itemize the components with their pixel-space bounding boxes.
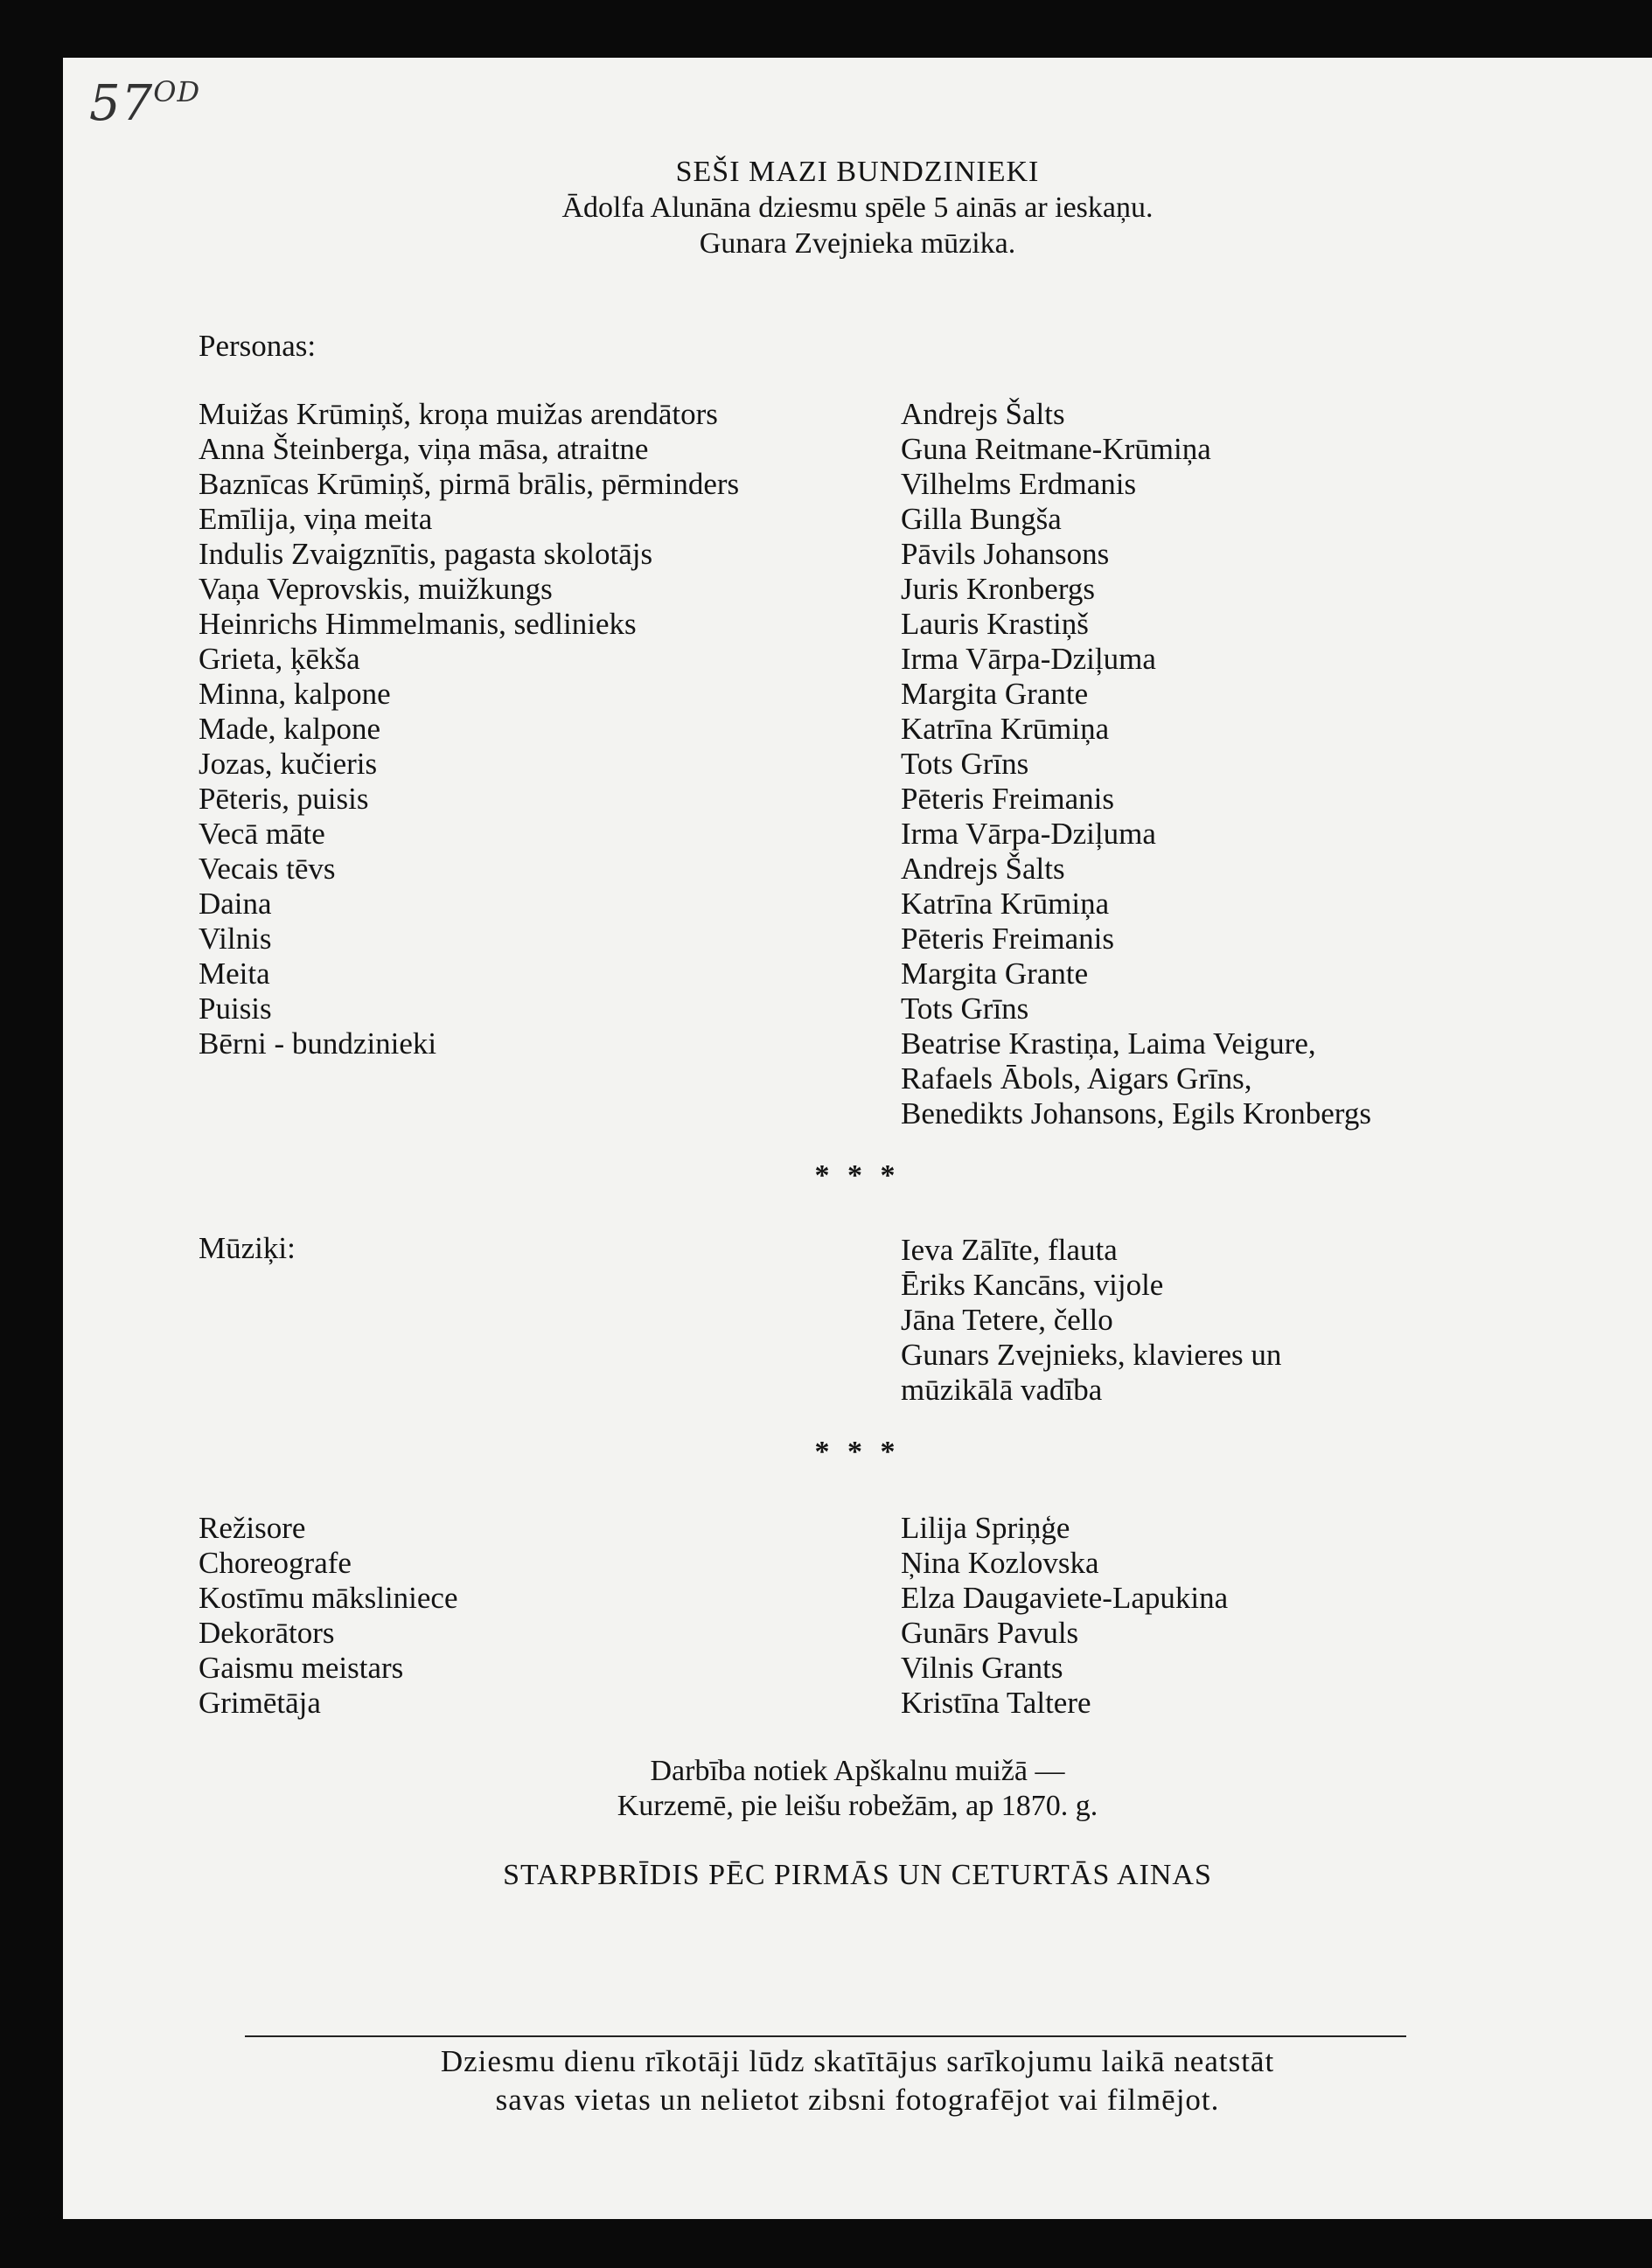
cast-row [63,607,1652,642]
cast-row [63,991,1652,1026]
cast-role: Grieta, ķēkša [199,642,360,676]
cast-role: Emīlija, viņa meita [199,502,433,536]
cast-actor: Pēteris Freimanis [901,922,1114,956]
cast-row [63,887,1652,922]
cast-actor: Margita Grante [901,957,1089,991]
play-subtitle: Ādolfa Alunāna dziesmu spēle 5 ainās ar ieskaņu. [561,191,1154,224]
cast-role: Heinrichs Himmelmanis, sedlinieks [199,607,637,641]
footer-notice [63,2042,1652,2119]
crew-name: Vilnis Grants [901,1651,1063,1685]
musicians-label: Mūziķi: [199,1231,296,1265]
cast-row [63,782,1652,817]
program-page [63,58,1652,2219]
setting-line: Kurzemē, pie leišu robežām, ap 1870. g. [617,1790,1098,1822]
crew-row [63,1546,1652,1581]
cast-row [63,467,1652,502]
cast-row [63,852,1652,887]
cast-row [63,677,1652,712]
handwritten-page-mark [89,75,200,132]
musician-row [63,1233,1652,1268]
cast-actor: Guna Reitmane-Krūmiņa [901,432,1211,466]
crew-row [63,1581,1652,1616]
crew-name: Kristīna Taltere [901,1686,1091,1720]
cast-row [63,817,1652,852]
cast-role: Vecā māte [199,817,325,851]
intermission-note: STARPBRĪDIS PĒC PIRMĀS UN CETURTĀS AINAS [503,1859,1212,1891]
cast-role: Daina [199,887,272,921]
musician-name: Ēriks Kancāns, vijole [901,1268,1164,1302]
cast-row [63,572,1652,607]
cast-actor: Irma Vārpa-Dziļuma [901,642,1156,676]
cast-role: Made, kalpone [199,712,380,746]
cast-row [63,1026,1652,1061]
cast-row [63,1061,1652,1096]
crew-row [63,1511,1652,1546]
cast-row [63,502,1652,537]
cast-role: Bērni - bundzinieki [199,1026,437,1061]
cast-actor: Lauris Krastiņš [901,607,1089,641]
musician-name: Gunars Zvejnieks, klavieres un [901,1338,1282,1372]
music-credit: Gunara Zvejnieka mūzika. [699,227,1016,260]
cast-role: Indulis Zvaigznītis, pagasta skolotājs [199,537,653,571]
cast-role: Baznīcas Krūmiņš, pirmā brālis, pērminders [199,467,740,501]
cast-row [63,432,1652,467]
handwritten-sup: OD [153,75,201,108]
cast-actor: Benedikts Johansons, Egils Kronbergs [901,1096,1371,1131]
cast-role: Vecais tēvs [199,852,336,886]
crew-row [63,1686,1652,1721]
footer-line: savas vietas un nelietot zibsni fotografējot vai filmējot. [495,2083,1220,2117]
cast-actor: Katrīna Krūmiņa [901,712,1110,746]
cast-actor: Pēteris Freimanis [901,782,1114,816]
cast-actor: Andrejs Šalts [901,852,1065,886]
setting-note [63,1754,1652,1824]
program-header [63,154,1652,261]
cast-role: Jozas, kučieris [199,747,378,781]
cast-actor: Irma Vārpa-Dziļuma [901,817,1156,851]
musician-row [63,1338,1652,1373]
cast-row [63,747,1652,782]
footer-divider [245,2035,1406,2037]
crew-role: Gaismu meistars [199,1651,404,1685]
cast-actor: Juris Kronbergs [901,572,1095,606]
setting-line: Darbība notiek Apškalnu muižā — [650,1755,1065,1787]
crew-name: Lilija Spriņģe [901,1511,1070,1545]
crew-role: Režisore [199,1511,306,1545]
cast-role: Vilnis [199,922,272,956]
cast-row [63,712,1652,747]
cast-role: Vaņa Veprovskis, muižkungs [199,572,553,606]
crew-role: Choreografe [199,1546,352,1580]
cast-actor: Pāvils Johansons [901,537,1110,571]
crew-name: Ņina Kozlovska [901,1546,1099,1580]
crew-name: Elza Daugaviete-Lapukina [901,1581,1229,1615]
musician-row [63,1268,1652,1303]
cast-row [63,537,1652,572]
footer-line: Dziesmu dienu rīkotāji lūdz skatītājus sarīkojumu laikā neatstāt [440,2044,1275,2078]
cast-actor: Vilhelms Erdmanis [901,467,1137,501]
crew-role: Grimētāja [199,1686,321,1720]
musician-name: Ieva Zālīte, flauta [901,1233,1118,1267]
section-separator: * * * [814,1436,901,1468]
musician-name: Jāna Tetere, čello [901,1303,1113,1337]
cast-actor: Katrīna Krūmiņa [901,887,1110,921]
cast-actor: Gilla Bungša [901,502,1062,536]
musician-name: mūzikālā vadība [901,1373,1103,1407]
cast-role: Minna, kalpone [199,677,391,711]
cast-row [63,1096,1652,1131]
cast-label: Personas: [199,329,317,363]
cast-role: Muižas Krūmiņš, kroņa muižas arendātors [199,397,718,431]
cast-role: Pēteris, puisis [199,782,369,816]
cast-actor: Rafaels Ābols, Aigars Grīns, [901,1061,1252,1096]
cast-actor: Andrejs Šalts [901,397,1065,431]
musician-row [63,1303,1652,1338]
crew-row [63,1651,1652,1686]
handwritten-number: 57 [89,75,154,132]
cast-row [63,922,1652,957]
crew-row [63,1616,1652,1651]
cast-role: Anna Šteinberga, viņa māsa, atraitne [199,432,649,466]
cast-row [63,642,1652,677]
cast-role: Puisis [199,991,272,1026]
section-separator: * * * [814,1159,901,1192]
play-title: SEŠI MAZI BUNDZINIEKI [675,156,1040,188]
cast-actor: Tots Grīns [901,991,1029,1026]
crew-role: Kostīmu māksliniece [199,1581,458,1615]
cast-role: Meita [199,957,270,991]
crew-role: Dekorātors [199,1616,335,1650]
cast-actor: Beatrise Krastiņa, Laima Veigure, [901,1026,1316,1061]
crew-name: Gunārs Pavuls [901,1616,1079,1650]
cast-actor: Tots Grīns [901,747,1029,781]
cast-actor: Margita Grante [901,677,1089,711]
cast-row [63,397,1652,432]
musician-row [63,1373,1652,1408]
cast-row [63,957,1652,991]
